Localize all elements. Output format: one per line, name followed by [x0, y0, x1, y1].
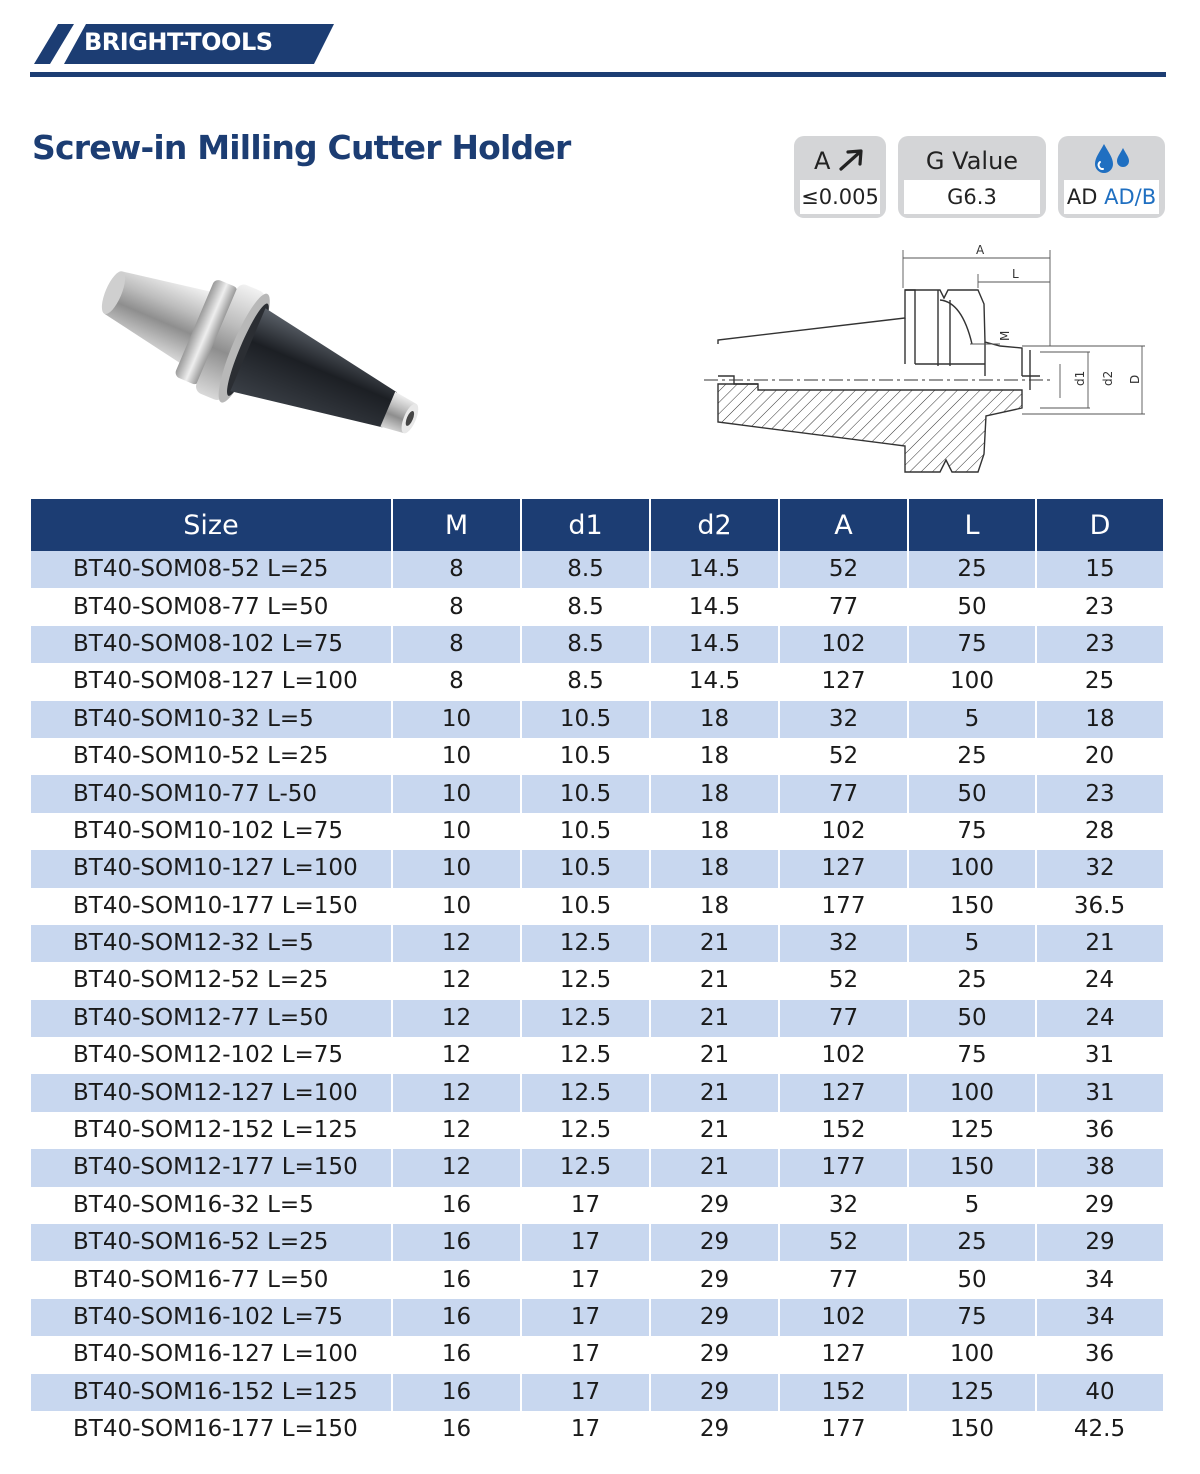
- table-row: [31, 813, 1163, 850]
- l-cell: 150: [908, 1149, 1036, 1186]
- drawing-label-l: L: [1012, 267, 1019, 281]
- d1-cell: 8.5: [521, 626, 650, 663]
- a-cell: 102: [779, 1037, 908, 1074]
- table-row: [31, 626, 1163, 663]
- d2-cell: 21: [650, 1037, 779, 1074]
- m-cell: 16: [392, 1374, 521, 1411]
- d-cell: 24: [1036, 1000, 1163, 1037]
- a-cell: 52: [779, 738, 908, 775]
- brand-logo-text: BRIGHT-TOOLS: [84, 28, 273, 56]
- d2-cell: 29: [650, 1411, 779, 1448]
- m-cell: 12: [392, 925, 521, 962]
- size-cell: BT40-SOM12-32 L=5: [31, 925, 392, 962]
- d1-cell: 12.5: [521, 1112, 650, 1149]
- size-cell: BT40-SOM16-77 L=50: [31, 1261, 392, 1298]
- table-body: [31, 551, 1163, 1448]
- d1-cell: 12.5: [521, 1037, 650, 1074]
- d1-cell: 17: [521, 1336, 650, 1373]
- product-image: [70, 244, 450, 470]
- d2-cell: 29: [650, 1299, 779, 1336]
- a-cell: 127: [779, 850, 908, 887]
- a-cell: 52: [779, 962, 908, 999]
- coolant-drops-icon: [1090, 142, 1134, 176]
- d-cell: 34: [1036, 1261, 1163, 1298]
- d2-cell: 21: [650, 962, 779, 999]
- d1-cell: 10.5: [521, 738, 650, 775]
- d-cell: 36.5: [1036, 888, 1163, 925]
- d2-cell: 29: [650, 1187, 779, 1224]
- l-cell: 125: [908, 1112, 1036, 1149]
- l-cell: 5: [908, 1187, 1036, 1224]
- m-cell: 16: [392, 1261, 521, 1298]
- size-cell: BT40-SOM08-102 L=75: [31, 626, 392, 663]
- header-a: A: [779, 499, 908, 551]
- l-cell: 50: [908, 1261, 1036, 1298]
- d-cell: 38: [1036, 1149, 1163, 1186]
- a-cell: 102: [779, 813, 908, 850]
- drawing-label-m: M: [998, 330, 1012, 341]
- m-cell: 12: [392, 1074, 521, 1111]
- a-cell: 52: [779, 1224, 908, 1261]
- a-cell: 127: [779, 1074, 908, 1111]
- table-row: [31, 775, 1163, 812]
- size-cell: BT40-SOM16-102 L=75: [31, 1299, 392, 1336]
- d2-cell: 21: [650, 925, 779, 962]
- d2-cell: 14.5: [650, 588, 779, 625]
- a-cell: 152: [779, 1112, 908, 1149]
- d2-cell: 29: [650, 1374, 779, 1411]
- m-cell: 10: [392, 813, 521, 850]
- d-cell: 31: [1036, 1037, 1163, 1074]
- drawing-label-d2: d2: [1101, 370, 1115, 386]
- a-cell: 77: [779, 1000, 908, 1037]
- d-cell: 23: [1036, 775, 1163, 812]
- m-cell: 8: [392, 588, 521, 625]
- table-row: [31, 738, 1163, 775]
- d-cell: 32: [1036, 850, 1163, 887]
- a-cell: 32: [779, 701, 908, 738]
- d1-cell: 10.5: [521, 888, 650, 925]
- l-cell: 100: [908, 1074, 1036, 1111]
- specification-table: [31, 499, 1164, 1448]
- d2-cell: 21: [650, 1112, 779, 1149]
- table-row: [31, 1037, 1163, 1074]
- table-row: [31, 1000, 1163, 1037]
- size-cell: BT40-SOM08-77 L=50: [31, 588, 392, 625]
- balance-label: G Value: [925, 147, 1019, 175]
- table-row: [31, 888, 1163, 925]
- d2-cell: 18: [650, 813, 779, 850]
- arrow-up-right-icon: [838, 148, 866, 172]
- balance-value: G6.3: [904, 180, 1040, 214]
- coolant-badge: [1058, 136, 1165, 218]
- table-row: [31, 588, 1163, 625]
- d1-cell: 12.5: [521, 925, 650, 962]
- size-cell: BT40-SOM10-77 L-50: [31, 775, 392, 812]
- size-cell: BT40-SOM16-32 L=5: [31, 1187, 392, 1224]
- m-cell: 16: [392, 1187, 521, 1224]
- table-row: [31, 1261, 1163, 1298]
- d-cell: 42.5: [1036, 1411, 1163, 1448]
- table-row: [31, 1374, 1163, 1411]
- size-cell: BT40-SOM12-152 L=125: [31, 1112, 392, 1149]
- d-cell: 29: [1036, 1224, 1163, 1261]
- accuracy-badge-head: [794, 142, 886, 180]
- d-cell: 15: [1036, 551, 1163, 588]
- l-cell: 75: [908, 813, 1036, 850]
- m-cell: 10: [392, 738, 521, 775]
- a-cell: 127: [779, 1336, 908, 1373]
- table-row: [31, 551, 1163, 588]
- table-row: [31, 1187, 1163, 1224]
- size-cell: BT40-SOM16-152 L=125: [31, 1374, 392, 1411]
- d1-cell: 12.5: [521, 1000, 650, 1037]
- size-cell: BT40-SOM10-127 L=100: [31, 850, 392, 887]
- header-m: M: [392, 499, 521, 551]
- d1-cell: 12.5: [521, 1074, 650, 1111]
- size-cell: BT40-SOM10-32 L=5: [31, 701, 392, 738]
- l-cell: 50: [908, 1000, 1036, 1037]
- d2-cell: 21: [650, 1000, 779, 1037]
- d-cell: 34: [1036, 1299, 1163, 1336]
- table-row: [31, 1224, 1163, 1261]
- table-row: [31, 701, 1163, 738]
- accuracy-badge: [794, 136, 886, 218]
- l-cell: 5: [908, 701, 1036, 738]
- d1-cell: 10.5: [521, 701, 650, 738]
- accuracy-label: A: [813, 147, 831, 175]
- table-row: [31, 1149, 1163, 1186]
- a-cell: 177: [779, 888, 908, 925]
- balance-badge: [898, 136, 1046, 218]
- d-cell: 29: [1036, 1187, 1163, 1224]
- header-d2: d2: [650, 499, 779, 551]
- l-cell: 5: [908, 925, 1036, 962]
- l-cell: 100: [908, 1336, 1036, 1373]
- l-cell: 150: [908, 1411, 1036, 1448]
- l-cell: 100: [908, 663, 1036, 700]
- size-cell: BT40-SOM08-127 L=100: [31, 663, 392, 700]
- header-size: Size: [31, 499, 392, 551]
- l-cell: 25: [908, 962, 1036, 999]
- m-cell: 8: [392, 626, 521, 663]
- m-cell: 16: [392, 1224, 521, 1261]
- size-cell: BT40-SOM08-52 L=25: [31, 551, 392, 588]
- a-cell: 32: [779, 925, 908, 962]
- a-cell: 177: [779, 1149, 908, 1186]
- table-row: [31, 1112, 1163, 1149]
- d-cell: 36: [1036, 1112, 1163, 1149]
- page-title: Screw-in Milling Cutter Holder: [32, 128, 571, 167]
- size-cell: BT40-SOM10-177 L=150: [31, 888, 392, 925]
- d-cell: 21: [1036, 925, 1163, 962]
- drawing-label-d: D: [1128, 374, 1142, 384]
- header-d: D: [1036, 499, 1163, 551]
- a-cell: 77: [779, 775, 908, 812]
- d2-cell: 21: [650, 1074, 779, 1111]
- a-cell: 102: [779, 626, 908, 663]
- m-cell: 12: [392, 1000, 521, 1037]
- l-cell: 75: [908, 1037, 1036, 1074]
- d-cell: 18: [1036, 701, 1163, 738]
- d1-cell: 10.5: [521, 775, 650, 812]
- d-cell: 31: [1036, 1074, 1163, 1111]
- a-cell: 127: [779, 663, 908, 700]
- m-cell: 10: [392, 775, 521, 812]
- d-cell: 24: [1036, 962, 1163, 999]
- d1-cell: 17: [521, 1411, 650, 1448]
- header-d1: d1: [521, 499, 650, 551]
- size-cell: BT40-SOM12-102 L=75: [31, 1037, 392, 1074]
- d1-cell: 12.5: [521, 962, 650, 999]
- table-row: [31, 663, 1163, 700]
- l-cell: 150: [908, 888, 1036, 925]
- d2-cell: 18: [650, 775, 779, 812]
- d2-cell: 14.5: [650, 551, 779, 588]
- size-cell: BT40-SOM12-177 L=150: [31, 1149, 392, 1186]
- l-cell: 25: [908, 551, 1036, 588]
- drawing-label-a: A: [976, 243, 985, 257]
- m-cell: 12: [392, 1112, 521, 1149]
- d-cell: 23: [1036, 588, 1163, 625]
- accuracy-value: ≤0.005: [800, 180, 880, 214]
- d2-cell: 18: [650, 888, 779, 925]
- m-cell: 10: [392, 850, 521, 887]
- d1-cell: 10.5: [521, 850, 650, 887]
- d2-cell: 18: [650, 738, 779, 775]
- a-cell: 52: [779, 551, 908, 588]
- table-row: [31, 962, 1163, 999]
- m-cell: 12: [392, 962, 521, 999]
- d2-cell: 14.5: [650, 663, 779, 700]
- technical-drawing: [700, 240, 1150, 476]
- table-header-row: [31, 499, 1163, 551]
- m-cell: 16: [392, 1411, 521, 1448]
- m-cell: 10: [392, 888, 521, 925]
- d1-cell: 8.5: [521, 588, 650, 625]
- m-cell: 10: [392, 701, 521, 738]
- m-cell: 8: [392, 551, 521, 588]
- table-row: [31, 1411, 1163, 1448]
- a-cell: 177: [779, 1411, 908, 1448]
- l-cell: 25: [908, 1224, 1036, 1261]
- a-cell: 102: [779, 1299, 908, 1336]
- a-cell: 77: [779, 588, 908, 625]
- table-row: [31, 925, 1163, 962]
- d-cell: 36: [1036, 1336, 1163, 1373]
- m-cell: 16: [392, 1336, 521, 1373]
- d-cell: 40: [1036, 1374, 1163, 1411]
- m-cell: 16: [392, 1299, 521, 1336]
- size-cell: BT40-SOM10-52 L=25: [31, 738, 392, 775]
- d2-cell: 29: [650, 1336, 779, 1373]
- d1-cell: 17: [521, 1261, 650, 1298]
- d2-cell: 29: [650, 1261, 779, 1298]
- size-cell: BT40-SOM12-127 L=100: [31, 1074, 392, 1111]
- m-cell: 12: [392, 1037, 521, 1074]
- d1-cell: 8.5: [521, 663, 650, 700]
- l-cell: 100: [908, 850, 1036, 887]
- drawing-label-d1: d1: [1073, 370, 1087, 386]
- header-l: L: [908, 499, 1036, 551]
- table-row: [31, 1336, 1163, 1373]
- a-cell: 77: [779, 1261, 908, 1298]
- d2-cell: 14.5: [650, 626, 779, 663]
- coolant-value: [1064, 180, 1159, 214]
- d2-cell: 18: [650, 701, 779, 738]
- brand-header: [30, 24, 1166, 78]
- d-cell: 28: [1036, 813, 1163, 850]
- d2-cell: 21: [650, 1149, 779, 1186]
- d-cell: 25: [1036, 663, 1163, 700]
- coolant-value-main: AD: [1066, 185, 1098, 209]
- size-cell: BT40-SOM16-177 L=150: [31, 1411, 392, 1448]
- size-cell: BT40-SOM16-127 L=100: [31, 1336, 392, 1373]
- table-row: [31, 1299, 1163, 1336]
- l-cell: 50: [908, 775, 1036, 812]
- size-cell: BT40-SOM12-77 L=50: [31, 1000, 392, 1037]
- l-cell: 25: [908, 738, 1036, 775]
- d1-cell: 8.5: [521, 551, 650, 588]
- d1-cell: 12.5: [521, 1149, 650, 1186]
- l-cell: 75: [908, 626, 1036, 663]
- m-cell: 8: [392, 663, 521, 700]
- d1-cell: 17: [521, 1224, 650, 1261]
- size-cell: BT40-SOM16-52 L=25: [31, 1224, 392, 1261]
- a-cell: 32: [779, 1187, 908, 1224]
- l-cell: 50: [908, 588, 1036, 625]
- a-cell: 152: [779, 1374, 908, 1411]
- m-cell: 12: [392, 1149, 521, 1186]
- d2-cell: 29: [650, 1224, 779, 1261]
- table-row: [31, 850, 1163, 887]
- d-cell: 20: [1036, 738, 1163, 775]
- d1-cell: 17: [521, 1299, 650, 1336]
- d-cell: 23: [1036, 626, 1163, 663]
- l-cell: 125: [908, 1374, 1036, 1411]
- size-cell: BT40-SOM10-102 L=75: [31, 813, 392, 850]
- table-row: [31, 1074, 1163, 1111]
- d1-cell: 17: [521, 1187, 650, 1224]
- size-cell: BT40-SOM12-52 L=25: [31, 962, 392, 999]
- coolant-value-accent: AD/B: [1104, 185, 1157, 209]
- d2-cell: 18: [650, 850, 779, 887]
- d1-cell: 17: [521, 1374, 650, 1411]
- l-cell: 75: [908, 1299, 1036, 1336]
- header-divider: [30, 72, 1166, 77]
- coolant-badge-head: [1058, 142, 1165, 180]
- d1-cell: 10.5: [521, 813, 650, 850]
